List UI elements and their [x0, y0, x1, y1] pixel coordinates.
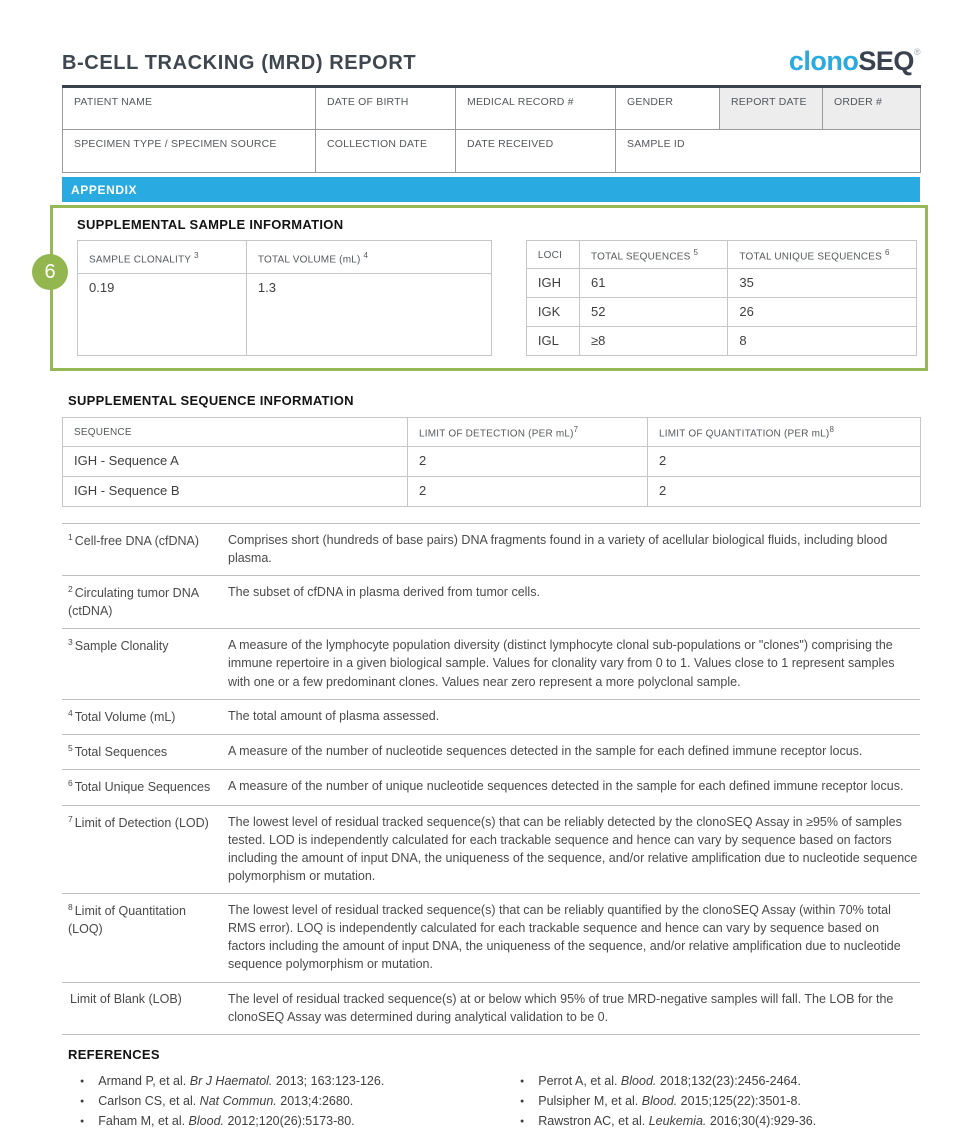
total-unique-sequences-header: TOTAL UNIQUE SEQUENCES $^6$ [728, 241, 917, 269]
report-header [62, 48, 920, 75]
loq-value: 2 [648, 446, 921, 476]
loci-header-row [526, 241, 916, 269]
total-unique-value: 26 [728, 298, 917, 327]
clonality-value-row [78, 274, 492, 356]
sequence-row-a [63, 446, 921, 476]
footnote-definition: The subset of cfDNA in plasma derived from tumor cells. [228, 584, 540, 599]
lod-value: 2 [408, 476, 648, 506]
registered-mark: ® [913, 47, 920, 57]
locus-label: IGH [526, 269, 579, 298]
footnote-definition: Comprises short (hundreds of base pairs) DNA fragments found in a variety of acellular biological fluids, including blood plasma. [228, 532, 888, 565]
sample-id-cell: SAMPLE ID [616, 130, 921, 173]
reference-item: ● Perrot A, et al. Blood. 2018;132(23):2456-2464. [520, 1071, 816, 1091]
patient-row-2 [63, 130, 921, 173]
references-column-1 [62, 1071, 500, 1131]
total-volume-header: TOTAL VOLUME (mL) $^4$ [246, 241, 491, 274]
reference-item: ● Armand P, et al. Br J Haematol. 2013; 163:123-126. [80, 1071, 500, 1091]
footnote-row [62, 700, 920, 735]
loci-row-igk [526, 298, 916, 327]
footnote-row [62, 894, 920, 983]
total-sequences-header: TOTAL SEQUENCES $^5$ [579, 241, 727, 269]
step-6-badge: 6 [32, 254, 68, 290]
footnote-term: $^5$ Total Sequences [68, 742, 168, 760]
report-date-cell: REPORT DATE [720, 87, 823, 130]
locus-label: IGL [526, 327, 579, 356]
references-section [62, 1047, 920, 1131]
footnote-definition: The lowest level of residual tracked sequence(s) that can be reliably detected by the clonoSEQ Assay in ≥95% of samples tested. LOD is independently calculated for each trackable sequence and hence can vary by sequence based on factors including the amount of input DNA, the uniqueness of the sequence, and/or relative amplification due to nucleotide sequence polymorphism or mutation. [228, 814, 918, 883]
reference-item: ● Faham M, et al. Blood. 2012;120(26):5173-80. [80, 1111, 500, 1131]
gender-cell: GENDER [616, 87, 720, 130]
footnote-row [62, 983, 920, 1035]
footnote-definition: The total amount of plasma assessed. [228, 708, 440, 723]
total-volume-value: 1.3 [246, 274, 491, 356]
patient-info-table [62, 85, 921, 173]
total-sequences-value: 52 [579, 298, 727, 327]
reference-item: ● Carlson CS, et al. Nat Commun. 2013;4:2680. [80, 1091, 500, 1111]
supplemental-sequence-section [62, 393, 920, 506]
patient-name-cell: PATIENT NAME [63, 87, 316, 130]
date-of-birth-cell: DATE OF BIRTH [316, 87, 456, 130]
clonoseq-logo [789, 48, 920, 75]
date-received-cell: DATE RECEIVED [456, 130, 616, 173]
lod-value: 2 [408, 446, 648, 476]
footnote-term: $^4$ Total Volume (mL) [68, 707, 176, 724]
sample-clonality-header: SAMPLE CLONALITY $^3$ [78, 241, 247, 274]
reference-item: ● Pulsipher M, et al. Blood. 2015;125(22):3501-8. [520, 1091, 816, 1111]
footnote-definition: A measure of the number of unique nucleotide sequences detected in the sample for each defined immune receptor locus. [228, 779, 904, 794]
total-unique-value: 35 [728, 269, 917, 298]
loq-header: LIMIT OF QUANTITATION (PER mL)$^8$ [648, 418, 921, 446]
footnote-term: $^2$ Circulating tumor DNA (ctDNA) [68, 583, 199, 619]
clonality-table [77, 240, 492, 356]
footnote-term: $^7$ Limit of Detection (LOD) [68, 813, 209, 830]
loci-table [526, 240, 917, 356]
order-number-cell: ORDER # [823, 87, 921, 130]
sample-clonality-value: 0.19 [78, 274, 247, 356]
sequence-table [62, 417, 921, 506]
patient-row-1 [63, 87, 921, 130]
footnote-row [62, 770, 920, 805]
page-title: B-CELL TRACKING (MRD) REPORT [62, 52, 417, 74]
supplemental-sample-box [44, 205, 928, 371]
sequence-row-b [63, 476, 921, 506]
footnote-term: $^1$ Cell-free DNA (cfDNA) [68, 531, 200, 548]
loci-header: LOCI [526, 241, 579, 269]
sample-info-heading: SUPPLEMENTAL SAMPLE INFORMATION [77, 217, 344, 232]
logo-text-clono: clono [788, 46, 859, 76]
sequence-name: IGH - Sequence B [63, 476, 408, 506]
footnote-row [62, 576, 920, 629]
logo-text-seq: SEQ [858, 46, 914, 76]
sample-tables-row [77, 240, 917, 356]
footnote-row [62, 524, 920, 576]
references-heading: REFERENCES [68, 1046, 160, 1062]
appendix-section-bar [62, 177, 920, 202]
locus-label: IGK [526, 298, 579, 327]
footnote-term: $^8$ Limit of Quantitation (LOQ) [68, 902, 186, 937]
references-columns [62, 1071, 920, 1131]
footnote-row [62, 629, 920, 699]
collection-date-cell: COLLECTION DATE [316, 130, 456, 173]
references-column-2 [500, 1071, 816, 1131]
sequence-name: IGH - Sequence A [63, 446, 408, 476]
footnote-row [62, 735, 920, 770]
footnote-definition: A measure of the lymphocyte population diversity (distinct lymphocyte clonal sub-populations or "clones") comprising the immune repertoire in a given biological sample. Values for clonality vary from 0 to 1. Values close to 1 represent samples with one or a few predominant clones. Values near zero represent a more polyclonal sample. [228, 638, 895, 689]
footnote-term: Limit of Blank (LOB) [70, 991, 182, 1006]
appendix-label: APPENDIX [71, 182, 138, 197]
report-page [44, 0, 920, 1131]
footnote-term: $^3$ Sample Clonality [68, 637, 169, 654]
sequence-header-row [63, 418, 921, 446]
total-sequences-value: 61 [579, 269, 727, 298]
sequence-info-heading: SUPPLEMENTAL SEQUENCE INFORMATION [68, 393, 354, 409]
footnote-definition: A measure of the number of nucleotide sequences detected in the sample for each defined immune receptor locus. [228, 743, 863, 758]
medical-record-cell: MEDICAL RECORD # [456, 87, 616, 130]
total-sequences-value: ≥8 [579, 327, 727, 356]
total-unique-value: 8 [728, 327, 917, 356]
footnote-definition: The lowest level of residual tracked sequence(s) that can be reliably quantified by the clonoSEQ Assay (within 70% total RMS error). LOQ is independently calculated for each trackable sequence and hence can vary by sequence based on factors including the amount of input DNA, the uniqueness of the sequence, and/or relative amplification due to nucleotide sequence polymorphism or mutation. [228, 903, 901, 972]
clonality-header-row [78, 241, 492, 274]
loci-row-igl [526, 327, 916, 356]
footnote-row [62, 806, 920, 895]
footnote-definition: The level of residual tracked sequence(s) at or below which 95% of true MRD-negative samples will fall. The LOB for the clonoSEQ Assay was determined during analytical validation to be 0. [228, 991, 894, 1024]
reference-item: ● Rawstron AC, et al. Leukemia. 2016;30(4):929-36. [520, 1111, 816, 1131]
footnote-list [62, 523, 920, 1035]
specimen-type-cell: SPECIMEN TYPE / SPECIMEN SOURCE [63, 130, 316, 173]
lod-header: LIMIT OF DETECTION (PER mL)$^7$ [408, 418, 648, 446]
loq-value: 2 [648, 476, 921, 506]
loci-row-igh [526, 269, 916, 298]
footnote-term: $^6$ Total Unique Sequences [68, 778, 211, 795]
sequence-header: SEQUENCE [63, 418, 408, 446]
